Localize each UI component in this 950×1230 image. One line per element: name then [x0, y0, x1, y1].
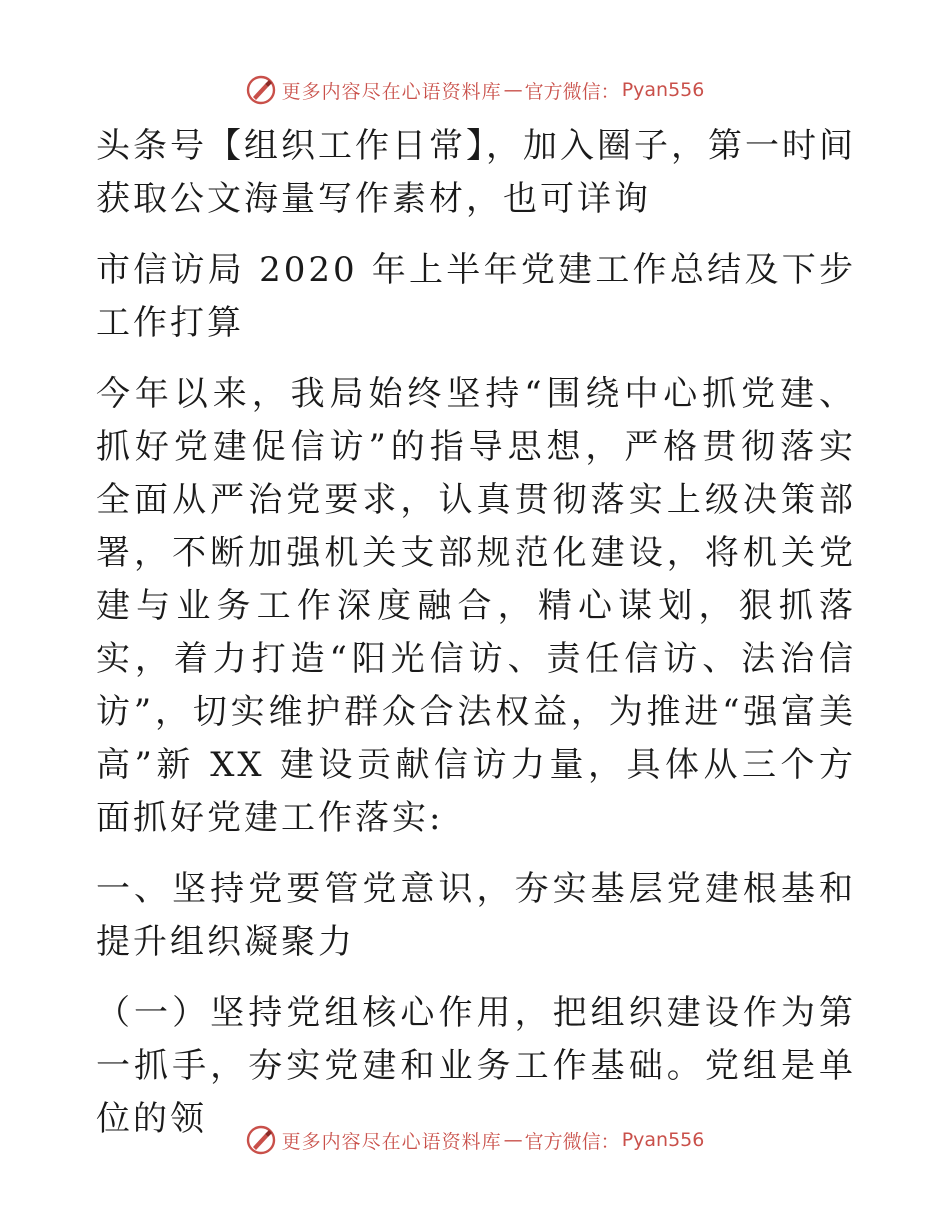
- watermark-sub-text: 官方微信：: [524, 1130, 620, 1153]
- document-title: 市信访局 2020 年上半年党建工作总结及下步工作打算: [96, 250, 856, 343]
- intro-paragraph: 头条号【组织工作日常】，加入圈子，第一时间获取公文海量写作素材，也可详询: [96, 126, 856, 219]
- document-body: [96, 120, 856, 1146]
- body-paragraph: 今年以来，我局始终坚持“围绕中心抓党建、抓好党建促信访”的指导思想，严格贯彻落实全面从严治党要求，认真贯彻落实上级决策部署，不断加强机关支部规范化建设，将机关党建与业务工作深度融合，精心谋划，狠抓落实，着力打造“阳光信访、责任信访、法治信访”，切实维护群众合法权益，为推进“强富美高”新 XX 建设贡献信访力量，具体从三个方面抓好党建工作落实:: [96, 374, 856, 838]
- pen-logo-icon: [246, 75, 276, 105]
- watermark-dash: —: [503, 1129, 523, 1151]
- watermark-dash: —: [503, 79, 523, 101]
- watermark-header: [0, 72, 950, 108]
- subsection-paragraph-1: （一）坚持党组核心作用，把组织建设作为第一抓手，夯实党建和业务工作基础。党组是单位的领: [96, 993, 856, 1139]
- watermark-sub-text: 官方微信：: [524, 80, 620, 103]
- watermark-wechat-id: Pyan556: [621, 1129, 705, 1151]
- watermark-wechat-id: Pyan556: [621, 79, 705, 101]
- watermark-footer: [0, 1122, 950, 1158]
- watermark-main-text: 更多内容尽在心语资料库: [281, 1130, 502, 1153]
- section-heading-1: 一、坚持党要管党意识，夯实基层党建根基和提升组织凝聚力: [96, 869, 856, 962]
- pen-logo-icon: [246, 1125, 276, 1155]
- watermark-main-text: 更多内容尽在心语资料库: [281, 80, 502, 103]
